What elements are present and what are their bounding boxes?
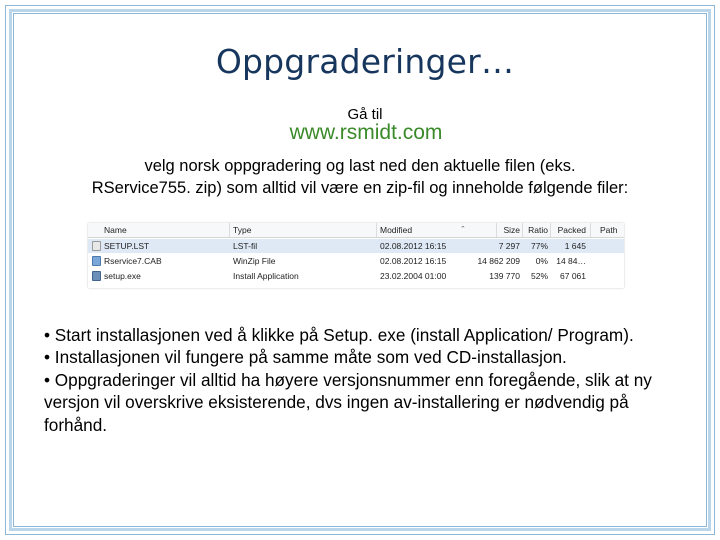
column-header-name[interactable]: Name (104, 225, 127, 235)
file-row[interactable] (88, 239, 624, 253)
file-ratio: 77% (530, 241, 548, 251)
bullet-item: • Installasjonen vil fungere på samme måte som ved CD-installasjon. (44, 347, 567, 368)
bullet-list (44, 324, 694, 436)
column-header-type[interactable]: Type (233, 225, 252, 235)
zip-file-list (88, 223, 624, 288)
file-type: Install Application (233, 271, 299, 281)
file-packed: 67 061 (560, 271, 586, 281)
column-header-ratio[interactable]: Ratio (528, 225, 548, 235)
file-ratio: 0% (535, 256, 548, 266)
file-size: 139 770 (489, 271, 520, 281)
intro-line-2: RService755. zip) som alltid vil være en zip-fil og inneholde følgende filer: (91, 179, 629, 197)
file-row[interactable] (88, 269, 624, 283)
file-packed: 14 84… (556, 256, 586, 266)
column-header-size[interactable]: Size (503, 225, 520, 235)
exe-application-icon (92, 271, 101, 281)
file-size: 14 862 209 (477, 256, 520, 266)
intro-text (60, 155, 660, 199)
intro-line-1: velg norsk oppgradering og last ned den aktuelle filen (eks. (144, 157, 576, 175)
file-ratio: 52% (530, 271, 548, 281)
file-name: SETUP.LST (104, 241, 150, 251)
column-header-path[interactable]: Path (600, 225, 618, 235)
bullet-item: • Start installasjonen ved å klikke på Setup. exe (install Application/ Program). (44, 325, 634, 345)
cab-archive-icon (92, 256, 101, 266)
slide-title: Oppgraderinger… (215, 42, 515, 81)
bullet-item: • Oppgraderinger vil alltid ha høyere versjonsnummer enn foregående, slik at ny versjon vil overskrive eksisterende, dvs ingen av-installering er nødvendig på forhånd. (44, 369, 652, 435)
goto-text: Gå til (347, 106, 383, 123)
file-name: Rservice7.CAB (104, 256, 162, 266)
file-type: LST-fil (233, 241, 258, 251)
file-type: WinZip File (233, 256, 276, 266)
file-modified: 23.02.2004 01:00 (380, 271, 447, 281)
file-packed: 1 645 (564, 241, 586, 251)
column-header-packed[interactable]: Packed (557, 225, 586, 235)
file-modified: 02.08.2012 16:15 (380, 256, 447, 266)
sort-up-icon: ⌃ (460, 226, 466, 233)
file-row[interactable] (88, 254, 624, 268)
file-modified: 02.08.2012 16:15 (380, 241, 447, 251)
column-header-modified[interactable]: Modified (380, 225, 413, 235)
website-url[interactable]: www.rsmidt.com (289, 121, 443, 144)
file-list-header (88, 223, 624, 238)
text-file-icon (92, 241, 101, 251)
file-name: setup.exe (104, 271, 141, 281)
file-size: 7 297 (498, 241, 520, 251)
